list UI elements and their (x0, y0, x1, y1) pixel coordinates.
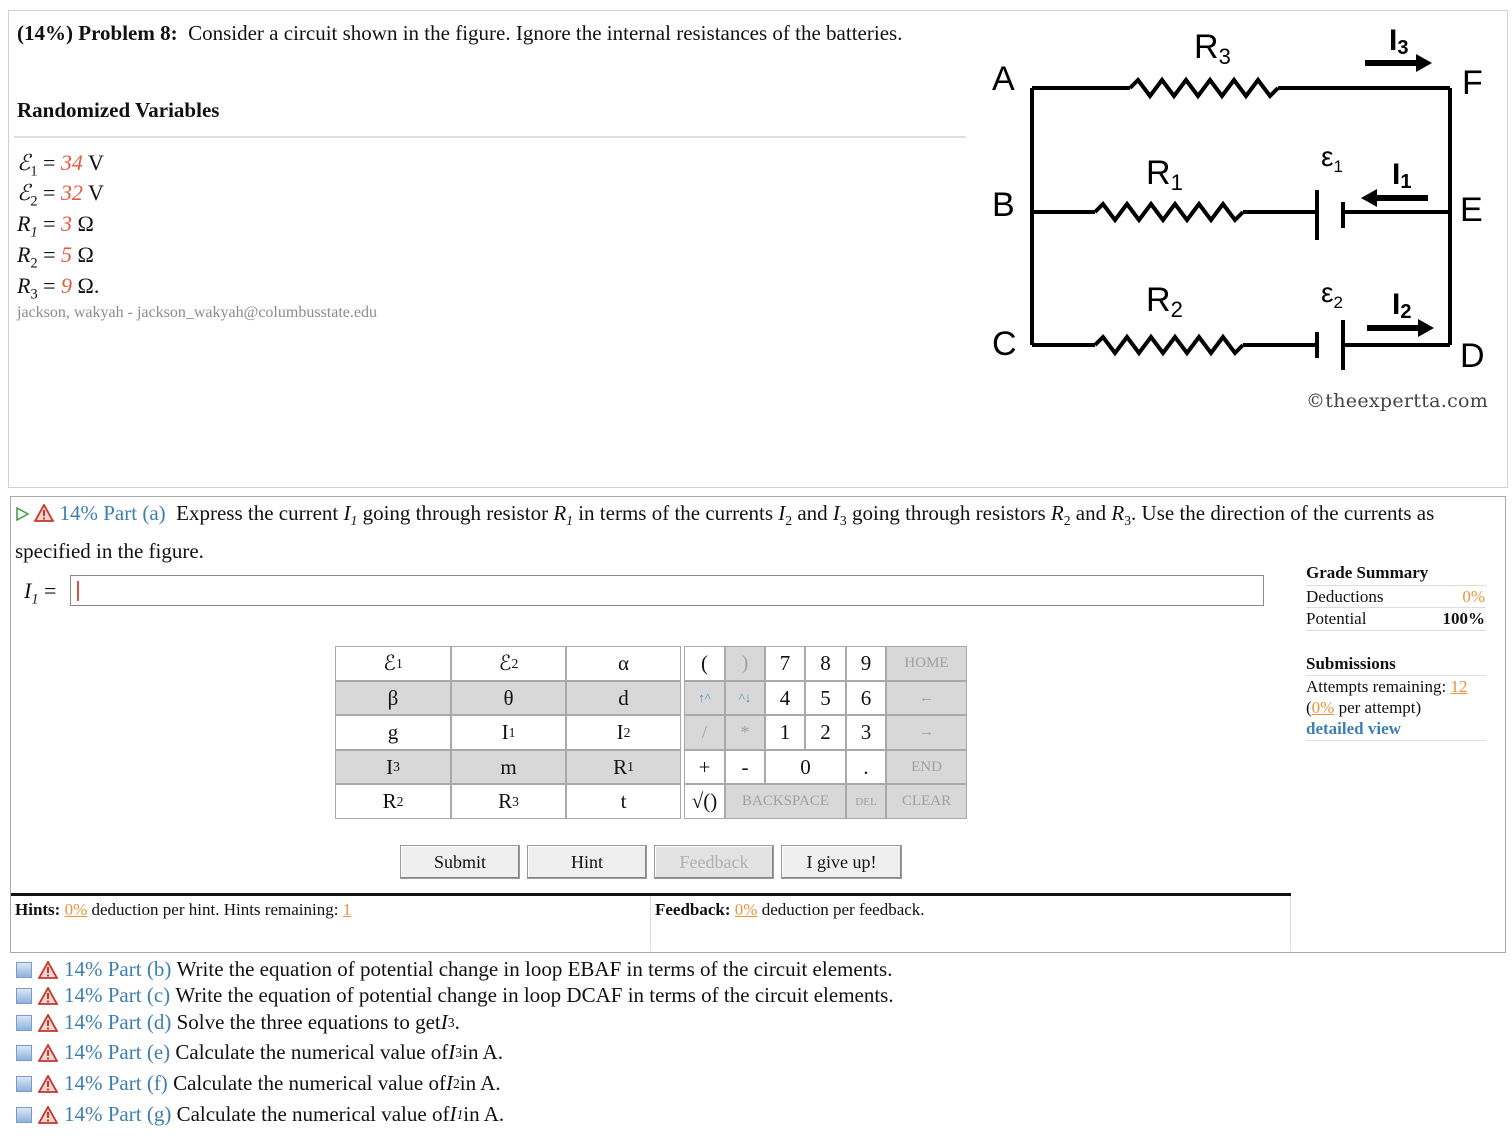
answer-input[interactable] (70, 575, 1264, 606)
label-r3: R3 (1194, 28, 1231, 69)
warning-icon (38, 1075, 58, 1093)
label-i2: I2 (1392, 288, 1412, 323)
part-g-row[interactable]: 14% Part (g) Calculate the numerical value of I 1 in A. (16, 1102, 504, 1127)
key-del[interactable]: DEL (846, 784, 886, 819)
key-g[interactable]: g (335, 715, 451, 750)
key-right-arrow[interactable]: → (886, 715, 967, 750)
key-alpha[interactable]: α (566, 646, 681, 681)
part-e-row[interactable]: 14% Part (e) Calculate the numerical value of I 3 in A. (16, 1040, 503, 1065)
key-left-arrow[interactable]: ← (886, 681, 967, 715)
key-home[interactable]: HOME (886, 646, 967, 681)
collapsed-part-icon (16, 988, 32, 1004)
warning-icon (38, 961, 58, 979)
divider (1306, 630, 1486, 631)
node-label-f: F (1462, 64, 1483, 102)
divider (1306, 585, 1486, 586)
expand-triangle-icon[interactable] (15, 507, 29, 521)
key-m[interactable]: m (451, 750, 566, 784)
key-9[interactable]: 9 (846, 646, 886, 681)
key-backspace[interactable]: BACKSPACE (725, 784, 846, 819)
variable-r3: $R_3 = 9$ Ω. (17, 273, 100, 303)
arrow-i1 (1361, 189, 1428, 207)
key-decimal[interactable]: . (846, 750, 886, 784)
attempts-remaining: Attempts remaining: 12 (1306, 677, 1468, 696)
warning-icon (38, 987, 58, 1005)
node-label-d: D (1460, 337, 1485, 375)
key-5[interactable]: 5 (805, 681, 846, 715)
key-2[interactable]: 2 (805, 715, 846, 750)
feedback-info: Feedback: 0% deduction per feedback. (655, 900, 925, 919)
warning-icon (38, 1106, 58, 1124)
key-1[interactable]: 1 (765, 715, 805, 750)
key-6[interactable]: 6 (846, 681, 886, 715)
resistor-r2 (1095, 337, 1243, 353)
hint-feedback-divider (11, 893, 1291, 896)
problem-statement: (14%) Problem 8: Consider a circuit shown in the figure. Ignore the internal resistances of the batteries. (17, 21, 903, 45)
key-end[interactable]: END (886, 750, 967, 784)
warning-icon (38, 1044, 58, 1062)
randomized-variables-heading: Randomized Variables (17, 98, 220, 122)
variable-emf2: ℰ$_2$ = 32 V (17, 180, 104, 210)
hint-button[interactable]: Hint (527, 845, 647, 879)
potential-value: 100% (1442, 609, 1485, 628)
collapsed-part-icon (16, 962, 32, 978)
label-r2: R2 (1146, 281, 1183, 322)
node-label-e: E (1460, 191, 1483, 229)
warning-icon (34, 504, 54, 522)
warning-icon (38, 1014, 58, 1032)
divider (650, 896, 651, 951)
label-i1: I1 (1392, 158, 1412, 193)
key-i2[interactable]: I 2 (566, 715, 681, 750)
variable-r1: $R_1 = 3$ Ω (17, 211, 94, 241)
key-clear[interactable]: CLEAR (886, 784, 967, 819)
key-minus[interactable]: - (725, 750, 765, 784)
deductions-value: 0% (1462, 587, 1485, 606)
divider (1306, 675, 1486, 676)
key-close-paren[interactable]: ) (725, 646, 765, 681)
key-open-paren[interactable]: ( (684, 646, 725, 681)
node-label-c: C (992, 325, 1017, 363)
variable-r2: $R_2 = 5$ Ω (17, 242, 94, 272)
key-theta[interactable]: θ (451, 681, 566, 715)
collapsed-part-icon (16, 1076, 32, 1092)
give-up-button[interactable]: I give up! (781, 845, 902, 879)
key-4[interactable]: 4 (765, 681, 805, 715)
key-divide[interactable]: / (684, 715, 725, 750)
part-b-row[interactable]: 14% Part (b) Write the equation of potential change in loop EBAF in terms of the circuit elements. (16, 957, 892, 982)
submit-button[interactable]: Submit (400, 845, 520, 879)
key-i3[interactable]: I 3 (335, 750, 451, 784)
resistor-r1 (1095, 204, 1243, 220)
resistor-r3 (1130, 80, 1278, 96)
label-emf2: $\varepsilon_2$ (1321, 277, 1343, 312)
key-i1[interactable]: I 1 (451, 715, 566, 750)
grade-summary-title: Grade Summary (1306, 563, 1429, 582)
key-superscript-down[interactable]: ^↓ (725, 681, 765, 715)
key-r1[interactable]: R 1 (566, 750, 681, 784)
part-f-row[interactable]: 14% Part (f) Calculate the numerical value of I 2 in A. (16, 1071, 501, 1096)
divider (1290, 896, 1291, 951)
part-d-row[interactable]: 14% Part (d) Solve the three equations to get I 3 . (16, 1010, 460, 1035)
collapsed-part-icon (16, 1015, 32, 1031)
key-8[interactable]: 8 (805, 646, 846, 681)
divider (14, 136, 966, 138)
student-info: jackson, wakyah - jackson_wakyah@columbusstate.edu (17, 304, 377, 321)
node-label-a: A (992, 60, 1015, 98)
node-label-b: B (992, 186, 1015, 224)
key-r3[interactable]: R 3 (451, 784, 566, 819)
label-emf1: $\varepsilon_1$ (1321, 141, 1343, 176)
deductions-label: Deductions (1306, 587, 1384, 606)
hints-info: Hints: 0% deduction per hint. Hints remaining: 1 (15, 900, 352, 919)
divider (1306, 607, 1486, 608)
copyright: ©theexpertta.com (1306, 390, 1489, 412)
potential-label: Potential (1306, 609, 1367, 628)
variable-emf1: ℰ$_1$ = 34 V (17, 150, 104, 180)
key-plus[interactable]: + (684, 750, 725, 784)
key-sqrt[interactable]: √() (684, 784, 725, 819)
key-emf1[interactable]: ℰ 1 (335, 646, 451, 681)
label-i3: I3 (1389, 24, 1409, 59)
key-0[interactable]: 0 (765, 750, 846, 784)
key-beta[interactable]: β (335, 681, 451, 715)
part-c-row[interactable]: 14% Part (c) Write the equation of potential change in loop DCAF in terms of the circuit elements. (16, 983, 894, 1008)
per-attempt: (0% per attempt) (1306, 698, 1422, 717)
divider (1306, 740, 1486, 741)
key-superscript-up[interactable]: ↑^ (684, 681, 725, 715)
key-multiply[interactable]: * (725, 715, 765, 750)
part-a-label: 14% Part (a) (59, 501, 166, 525)
answer-label: $I_1$ = (24, 578, 57, 608)
key-r2[interactable]: R 2 (335, 784, 451, 819)
feedback-button[interactable]: Feedback (654, 845, 774, 879)
detailed-view-link[interactable]: detailed view (1306, 719, 1401, 738)
key-3[interactable]: 3 (846, 715, 886, 750)
collapsed-part-icon (16, 1107, 32, 1123)
text-cursor (77, 581, 79, 601)
label-r1: R1 (1146, 154, 1183, 195)
part-a-prompt: 14% Part (a) Express the current $I_1$ going through resistor $R_1$ in terms of the currents $I_2$ and $I_3$ going through resistors $R_2$ and $R_3$. Use the direction of the currents as specified in the figure. (15, 501, 1435, 564)
key-d[interactable]: d (566, 681, 681, 715)
circuit-diagram (980, 14, 1500, 384)
key-t[interactable]: t (566, 784, 681, 819)
key-7[interactable]: 7 (765, 646, 805, 681)
collapsed-part-icon (16, 1045, 32, 1061)
submissions-title: Submissions (1306, 654, 1396, 673)
key-emf2[interactable]: ℰ 2 (451, 646, 566, 681)
